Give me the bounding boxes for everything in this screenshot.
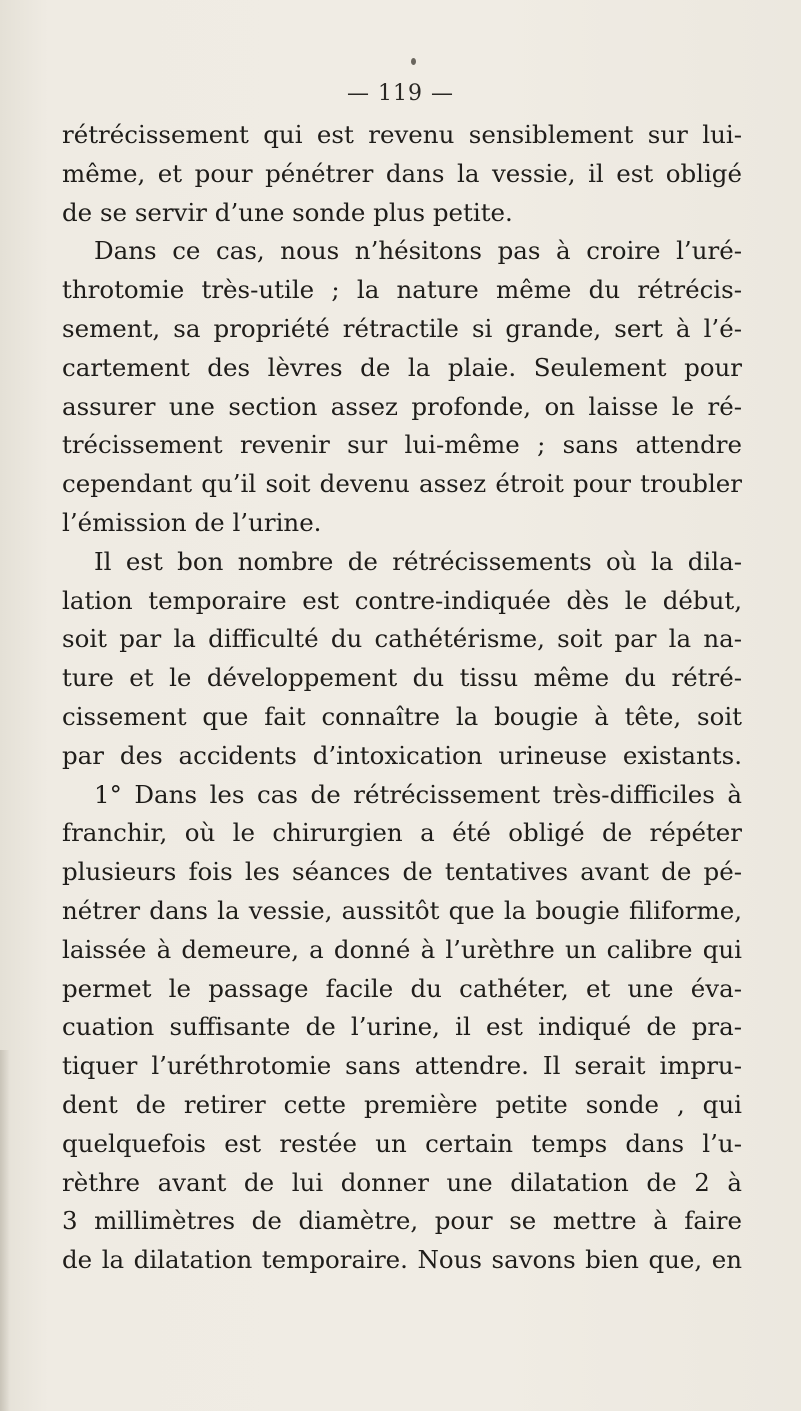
text-line: ture et le développement du tissu même du rétré- [62,663,742,693]
text-line: quelquefois est restée un certain temps dans l’u- [62,1128,742,1158]
text-line: lation temporaire est contre-indiquée dès le début, [62,585,742,615]
text-line: throtomie très-utile ; la nature même du rétrécis- [62,275,742,305]
text-line: franchir, où le chirurgien a été obligé de répéter [62,818,742,848]
text-line: Il est bon nombre de rétrécissements où la dila- [94,546,742,576]
text-line: par des accidents d’intoxication urineuse existants. [62,740,742,770]
text-line: plusieurs fois les séances de tentatives avant de pé- [62,857,742,887]
text-line: trécissement revenir sur lui-même ; sans attendre [62,430,742,460]
body-text [62,116,742,1280]
text-line: 3 millimètres de diamètre, pour se mettre à faire [62,1206,742,1236]
ink-speck [411,58,416,65]
text-line: Dans ce cas, nous n’hésitons pas à croire l’uré- [94,236,742,266]
text-line: 1° Dans les cas de rétrécissement très-difficiles à [94,779,742,809]
page-edge-shadow [0,1050,10,1411]
text-line: même, et pour pénétrer dans la vessie, il est obligé [62,158,742,188]
text-line: laissée à demeure, a donné à l’urèthre un calibre qui [62,934,742,964]
text-line: cartement des lèvres de la plaie. Seulement pour [62,352,742,382]
text-line: dent de retirer cette première petite sonde , qui [62,1089,742,1119]
text-line: permet le passage facile du cathéter, et une éva- [62,973,742,1003]
text-line: tiquer l’uréthrotomie sans attendre. Il serait impru- [62,1051,742,1081]
text-line: cuation suffisante de l’urine, il est indiqué de pra- [62,1012,742,1042]
text-line: nétrer dans la vessie, aussitôt que la bougie filiforme, [62,895,742,925]
text-line: l’émission de l’urine. [62,507,322,537]
page-number: — 119 — [347,81,454,106]
text-line: assurer une section assez profonde, on laisse le ré- [62,391,742,421]
text-line: sement, sa propriété rétractile si grande, sert à l’é- [62,313,742,343]
text-line: rétrécissement qui est revenu sensiblement sur lui- [62,120,742,149]
text-line: rèthre avant de lui donner une dilatation de 2 à [62,1167,742,1197]
text-line: soit par la difficulté du cathétérisme, soit par la na- [62,624,742,654]
text-line: cependant qu’il soit devenu assez étroit pour troubler [62,469,742,499]
text-line: de la dilatation temporaire. Nous savons bien que, en [62,1245,742,1275]
text-line: de se servir d’une sonde plus petite. [62,197,513,227]
text-line: cissement que fait connaître la bougie à tête, soit [62,701,742,731]
